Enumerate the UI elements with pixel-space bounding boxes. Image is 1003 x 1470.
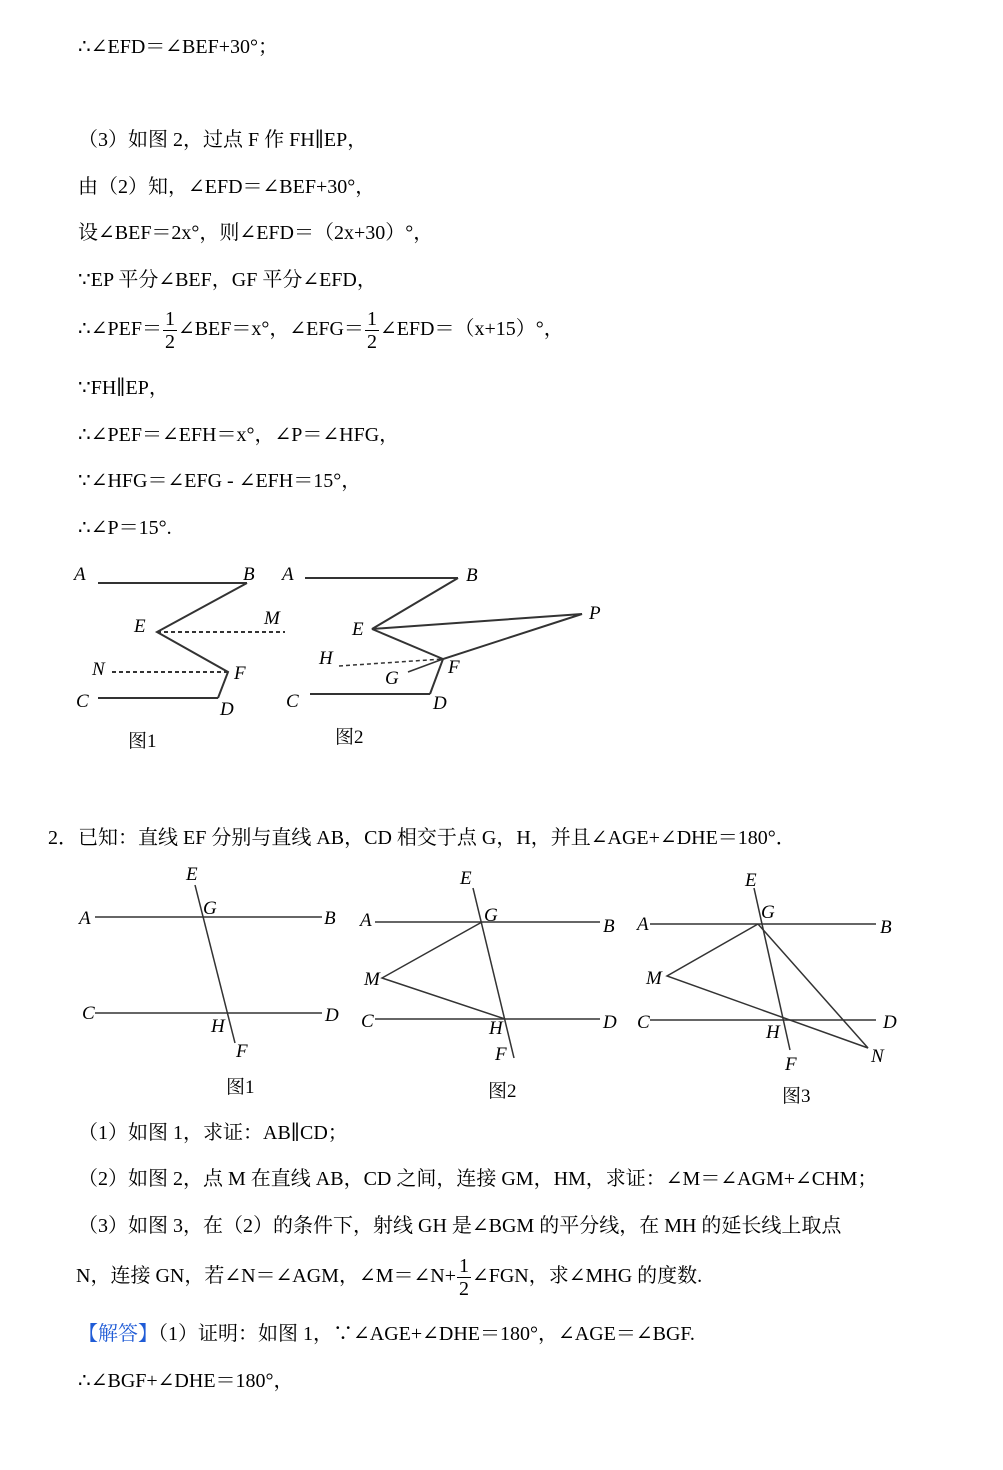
text-segment: N，连接 GN，若∠N＝∠AGM，∠M＝∠N+ — [76, 1265, 456, 1288]
answer-tag: 【解答】 — [78, 1323, 158, 1345]
point-label: E — [745, 870, 757, 891]
point-label: G — [385, 668, 399, 689]
answer-line — [78, 1322, 695, 1346]
point-label: F — [495, 1044, 507, 1065]
point-label: B — [880, 917, 892, 938]
point-label: M — [264, 608, 280, 629]
point-label: H — [766, 1022, 780, 1043]
point-label: A — [79, 908, 91, 929]
point-label: C — [76, 691, 89, 712]
fraction-denominator: 2 — [164, 331, 175, 353]
fraction-numerator: 1 — [458, 1255, 469, 1277]
figure-caption: 图1 — [128, 731, 157, 752]
point-label: D — [883, 1012, 897, 1033]
point-label: E — [134, 616, 146, 637]
fraction-denominator: 2 — [458, 1278, 469, 1300]
text-segment: （1）证明：如图 1，∵∠AGE+∠DHE＝180°，∠AGE＝∠BGF. — [158, 1323, 695, 1345]
point-label: A — [360, 910, 372, 931]
text-segment: ∠EFD＝（x+15）°， — [379, 318, 564, 341]
point-label: N — [92, 659, 105, 680]
text-line: ∵∠HFG＝∠EFG - ∠EFH＝15°， — [78, 470, 362, 492]
point-label: A — [637, 914, 649, 935]
point-label: H — [211, 1016, 225, 1037]
text-line: 由（2）知，∠EFD＝∠BEF+30°， — [78, 176, 376, 198]
text-segment: ∠BEF＝x°，∠EFG＝ — [177, 318, 364, 341]
question-3: （3）如图 3，在（2）的条件下，射线 GH 是∠BGM 的平分线，在 MH 的延长线上取点 — [78, 1215, 842, 1237]
fraction-denominator: 2 — [366, 331, 377, 353]
point-label: M — [364, 969, 380, 990]
point-label: F — [448, 657, 460, 678]
problem2-figure-1 — [77, 864, 339, 1098]
point-label: D — [603, 1012, 617, 1033]
point-label: A — [74, 564, 86, 585]
question-1: （1）如图 1，求证：AB∥CD； — [78, 1122, 348, 1144]
point-label: B — [603, 916, 615, 937]
point-label: G — [203, 898, 217, 919]
point-label: C — [286, 691, 299, 712]
point-label: N — [871, 1046, 884, 1067]
point-label: E — [352, 619, 364, 640]
point-label: H — [319, 648, 333, 669]
point-label: C — [637, 1012, 650, 1033]
point-label: C — [82, 1003, 95, 1024]
point-label: B — [466, 565, 478, 586]
point-label: B — [243, 564, 255, 585]
question-2: （2）如图 2，点 M 在直线 AB，CD 之间，连接 GM，HM，求证：∠M＝∠AGM+∠CHM； — [78, 1168, 878, 1190]
fraction-numerator: 1 — [366, 308, 377, 330]
point-label: B — [324, 908, 336, 929]
text-line: ∴∠P＝15°. — [78, 517, 172, 539]
problem2-figure-3 — [635, 870, 897, 1107]
point-label: E — [186, 864, 198, 885]
text-segment: ∴∠PEF＝ — [78, 318, 162, 341]
text-line: （3）如图 2，过点 F 作 FH∥EP， — [78, 129, 368, 151]
point-label: H — [489, 1018, 503, 1039]
figure-caption: 图3 — [782, 1086, 811, 1107]
point-label: F — [236, 1041, 248, 1062]
point-label: D — [220, 699, 234, 720]
point-label: P — [589, 603, 601, 624]
text-line: ∴∠PEF＝∠EFH＝x°，∠P＝∠HFG， — [78, 424, 400, 446]
point-label: F — [785, 1054, 797, 1075]
point-label: D — [325, 1005, 339, 1026]
figure-caption: 图2 — [335, 727, 364, 748]
point-label: M — [646, 968, 662, 989]
text-line: 设∠BEF＝2x°，则∠EFD＝（2x+30）°， — [78, 222, 434, 244]
point-label: G — [761, 902, 775, 923]
point-label: G — [484, 905, 498, 926]
figure-2-bisectors — [280, 564, 601, 748]
text-line: ∵FH∥EP， — [78, 377, 169, 399]
fraction-half — [457, 1255, 471, 1300]
point-label: A — [282, 564, 294, 585]
text-segment: ∠FGN，求∠MHG 的度数. — [471, 1265, 703, 1288]
text-line: ∴∠BGF+∠DHE＝180°， — [78, 1370, 294, 1392]
fraction-numerator: 1 — [164, 308, 175, 330]
problem-statement: 2．已知：直线 EF 分别与直线 AB，CD 相交于点 G，H，并且∠AGE+∠DHE＝180°． — [48, 827, 796, 849]
question-3-continued — [76, 1255, 702, 1300]
point-label: F — [234, 663, 246, 684]
point-label: C — [361, 1011, 374, 1032]
point-label: E — [460, 868, 472, 889]
figure-caption: 图2 — [488, 1081, 517, 1102]
text-line: ∵EP 平分∠BEF，GF 平分∠EFD， — [78, 269, 377, 291]
text-line: ∴∠EFD＝∠BEF+30°； — [78, 36, 278, 58]
figure-1-parallel-zigzag — [72, 564, 285, 752]
figure-caption: 图1 — [226, 1077, 255, 1098]
problem2-figure-2 — [358, 868, 617, 1102]
point-label: D — [433, 693, 447, 714]
